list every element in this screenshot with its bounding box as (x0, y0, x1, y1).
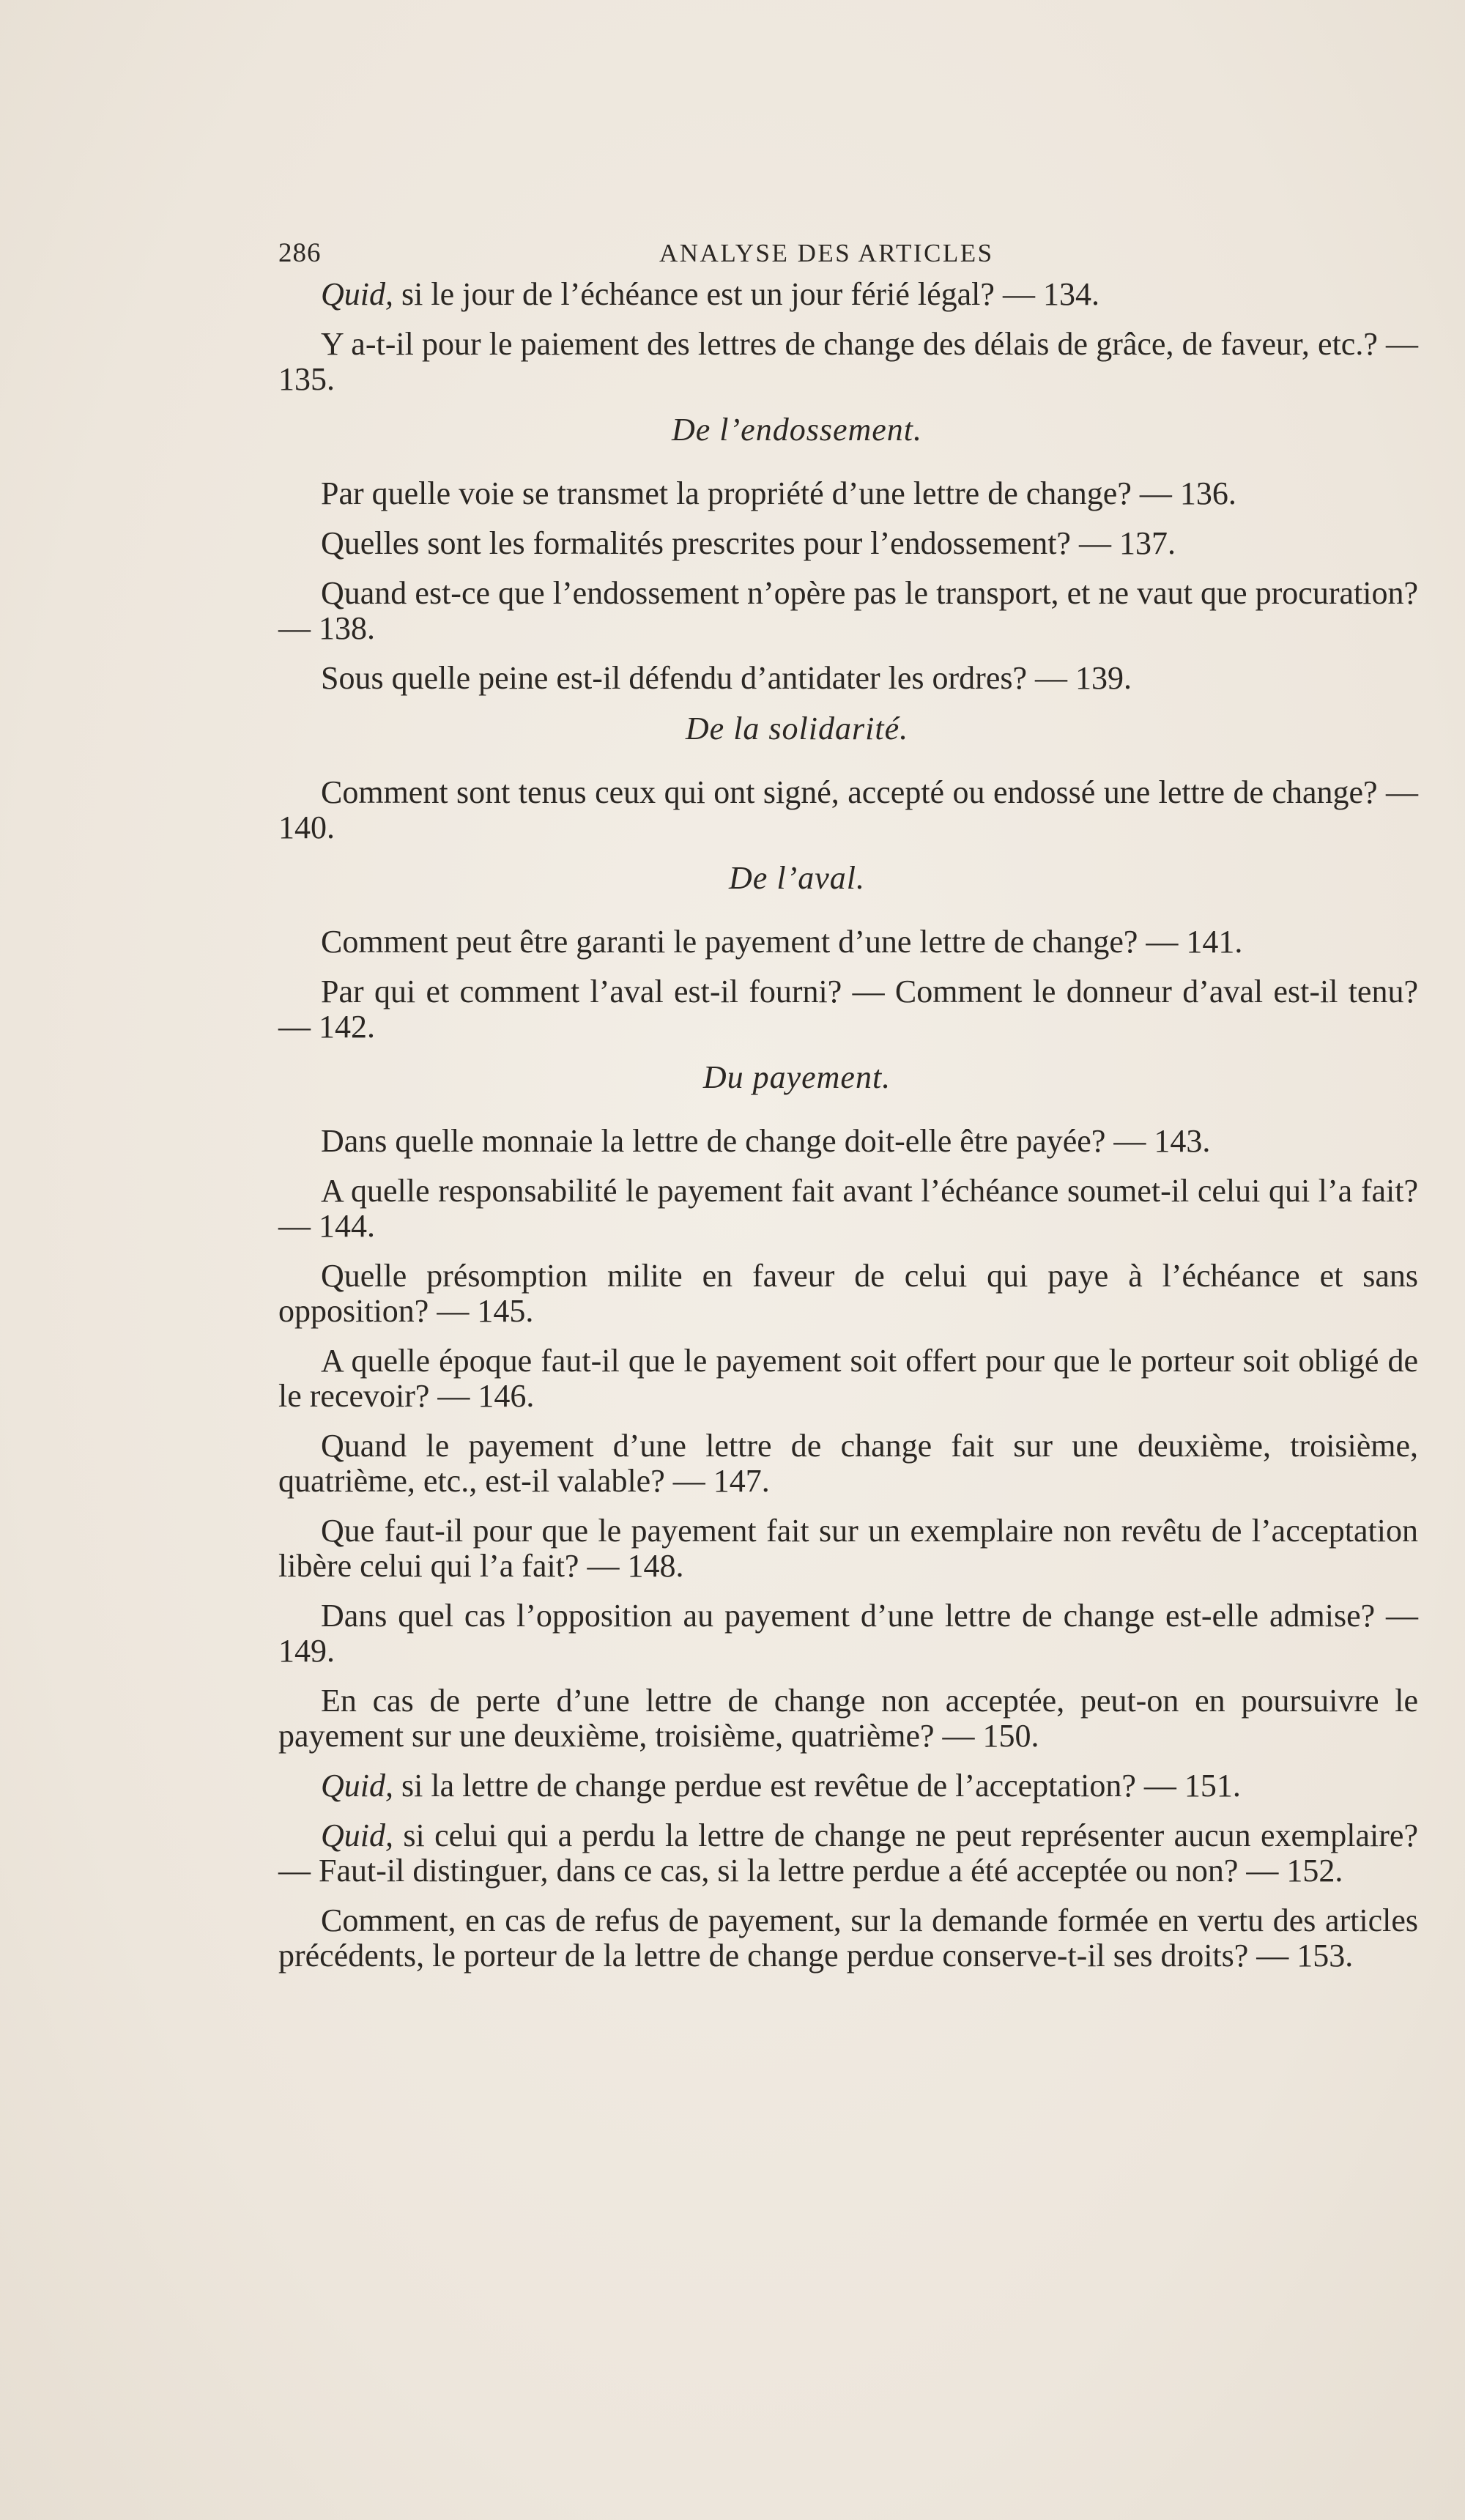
paragraph: Quelles sont les formalités prescrites pour l’endossement? — 137. (321, 525, 1176, 561)
section-heading: De la solidarité. (685, 711, 909, 746)
paragraph: Quand le payement d’une lettre de change fait sur une deuxième, troisième, quatrième, etc., est-il valable? — 147. (278, 1428, 1418, 1499)
paragraph: Quid, si le jour de l’échéance est un jour férié légal? — 134. (321, 276, 1099, 312)
section-heading: De l’endossement. (671, 412, 922, 448)
paragraph: Quid, si celui qui a perdu la lettre de change ne peut représenter aucun exemplaire? — Faut-il distinguer, dans ce cas, si la lettre perdue a été acceptée ou non? — 152. (278, 1817, 1418, 1889)
paragraph: En cas de perte d’une lettre de change non acceptée, peut-on en poursuivre le payement sur une deuxième, troisième, quatrième? — 150. (278, 1683, 1418, 1754)
paragraph: A quelle responsabilité le payement fait avant l’échéance soumet-il celui qui l’a fait? — 144. (278, 1173, 1418, 1244)
quid-lead: Quid, (321, 1817, 393, 1853)
paragraph: Quid, si la lettre de change perdue est revêtue de l’acceptation? — 151. (321, 1768, 1241, 1804)
section-heading: De l’aval. (729, 860, 865, 896)
paragraph: Par quelle voie se transmet la propriété d’une lettre de change? — 136. (321, 475, 1236, 511)
paragraph: Que faut-il pour que le payement fait sur un exemplaire non revêtu de l’acceptation libère celui qui l’a fait? — 148. (278, 1513, 1418, 1584)
paragraph: Y a-t-il pour le paiement des lettres de change des délais de grâce, de faveur, etc.? — 135. (278, 326, 1418, 397)
paragraph: Sous quelle peine est-il défendu d’antidater les ordres? — 139. (321, 660, 1132, 696)
paragraph: Comment sont tenus ceux qui ont signé, accepté ou endossé une lettre de change? — 140. (278, 774, 1418, 845)
text-block (278, 233, 1418, 1988)
quid-lead: Quid, (321, 276, 393, 312)
paragraph: Dans quel cas l’opposition au payement d’une lettre de change est-elle admise? — 149. (278, 1598, 1418, 1669)
running-head (278, 233, 1418, 277)
paragraph: Comment peut être garanti le payement d’une lettre de change? — 141. (321, 924, 1243, 960)
page-number: 286 (278, 238, 322, 268)
section-heading: Du payement. (702, 1059, 891, 1095)
paragraph: Dans quelle monnaie la lettre de change doit-elle être payée? — 143. (321, 1123, 1211, 1159)
running-title: ANALYSE DES ARTICLES (659, 239, 994, 267)
paragraph: Quand est-ce que l’endossement n’opère pas le transport, et ne vaut que procuration? — 138. (278, 575, 1418, 646)
paragraph: A quelle époque faut-il que le payement soit offert pour que le porteur soit obligé de le recevoir? — 146. (278, 1343, 1418, 1414)
quid-lead: Quid, (321, 1768, 393, 1804)
paragraph: Comment, en cas de refus de payement, sur la demande formée en vertu des articles précédents, le porteur de la lettre de change perdue conserve-t-il ses droits? — 153. (278, 1902, 1418, 1974)
paragraph: Par qui et comment l’aval est-il fourni? — Comment le donneur d’aval est-il tenu? — 142. (278, 974, 1418, 1045)
paragraph: Quelle présomption milite en faveur de celui qui paye à l’échéance et sans opposition? — 145. (278, 1258, 1418, 1329)
